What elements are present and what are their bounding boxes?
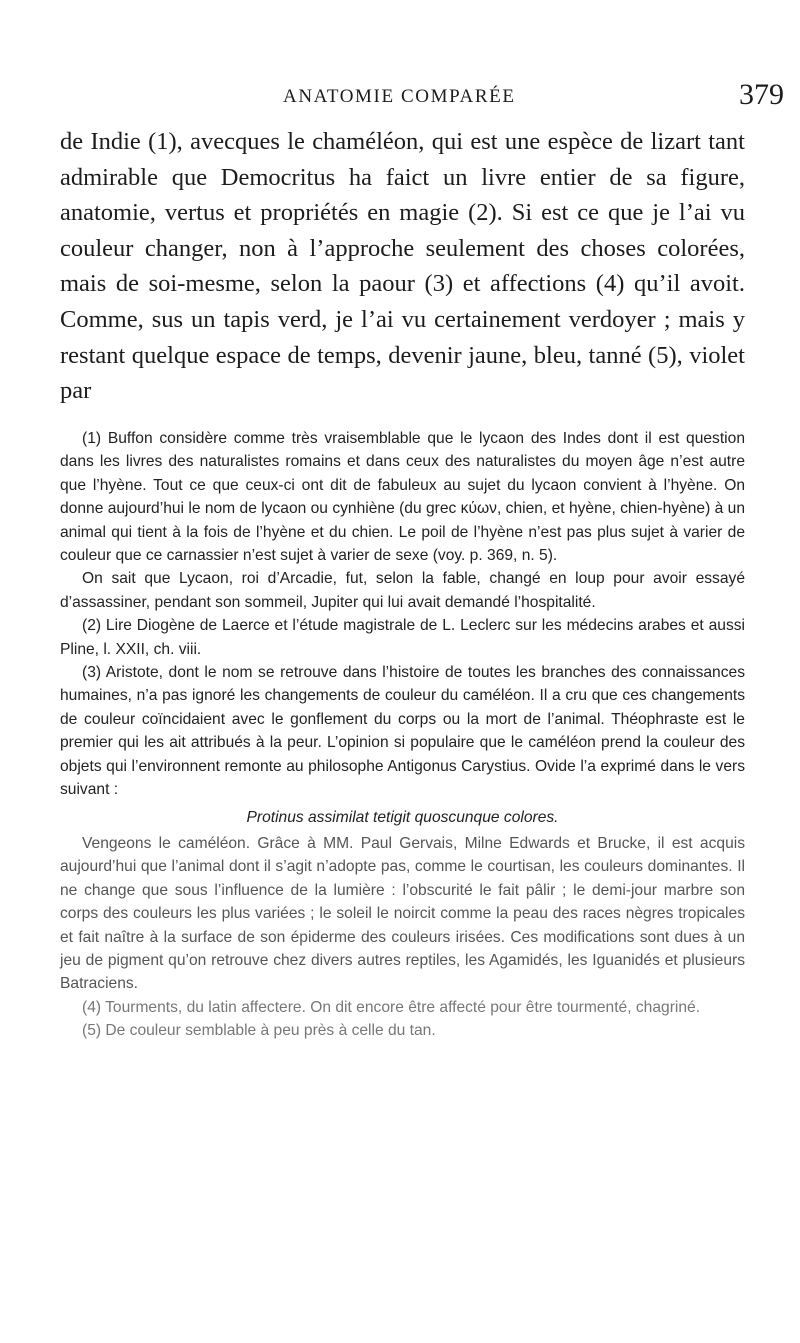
footnotes-block: [60, 427, 745, 1043]
page-header: [0, 78, 800, 118]
footnote-2: (2) Lire Diogène de Laerce et l’étude magistrale de L. Leclerc sur les médecins arabes et aussi Pline, l. XXII, ch. viii.: [60, 617, 745, 658]
running-title: ANATOMIE COMPARÉE: [283, 86, 516, 107]
main-text-block: [60, 124, 745, 409]
footnote-1: (1) Buffon considère comme très vraisemblable que le lycaon des Indes dont il est question dans les livres des naturalistes romains et dans ceux des naturalistes du moyen âge n’est autre que l’hyène. Tout ce que ceux-ci ont dit de fabuleux au sujet du lycaon convient à l’hyène. On donne aujourd’hui le nom de lycaon ou cynhiène (du grec κύων, chien, et hyène, chien-hyène) à un animal qui tient à la fois de l’hyène et du chien. Le poil de l’hyène n’est pas plus sujet à varier de couleur que ce carnassier n’est sujet à varier de sexe (voy. p. 369, n. 5).: [60, 430, 745, 565]
footnote-4: (4) Tourments, du latin affectere. On dit encore être affecté pour être tourmenté, chagriné.: [82, 998, 701, 1016]
footnote-3-continuation: Vengeons le caméléon. Grâce à MM. Paul Gervais, Milne Edwards et Brucke, il est acquis aujourd’hui que l’animal dont il s’agit n’adopte pas, comme le courtisan, les couleurs dominantes. Il ne change que sous l’influence de la lumière : l’obscurité le fait pâlir ; le demi-jour marbre son corps des couleurs les plus variées ; le soleil le noircit comme la peau des races nègres tropicales et fait naître à la surface de son épiderme des couleurs irisées. Ces modifications sont dues à un jeu de pigment qu’on retrouve chez divers autres reptiles, les Agamidés, les Iguanidés et plusieurs Batraciens.: [60, 834, 745, 993]
footnote-5: (5) De couleur semblable à peu près à celle du tan.: [82, 1022, 436, 1040]
main-paragraph: de Indie (1), avecques le chaméléon, qui est une espèce de lizart tant admirable que Democritus ha faict un livre entier de sa figure, anatomie, vertus et propriétés en magie (2). Si est ce que je l’ai vu couleur changer, non à l’approche seulement des choses colorées, mais de soi-mesme, selon la paour (3) et affections (4) qu’il avoit. Comme, sus un tapis verd, je l’ai vu certainement verdoyer ; mais y restant quelque espace de temps, devenir jaune, bleu, tanné (5), violet par: [60, 128, 745, 405]
footnote-3-verse: Protinus assimilat tetigit quoscunque colores.: [246, 808, 559, 826]
footnote-3: (3) Aristote, dont le nom se retrouve dans l’histoire de toutes les branches des connaissances humaines, n’a pas ignoré les changements de couleur du caméléon. Il a cru que ces changements de couleur coïncidaient avec le gonflement du corps ou la mort de l’animal. Théophraste est le premier qui les ait attribués à la peur. L’opinion si populaire que le caméléon prend la couleur des objets qui l’environnent remonte au philosophe Antigonus Carystius. Ovide l’a exprimé dans le vers suivant :: [60, 664, 745, 799]
footnote-1-continuation: On sait que Lycaon, roi d’Arcadie, fut, selon la fable, changé en loup pour avoir essayé d’assassiner, pendant son sommeil, Jupiter qui lui avait demandé l’hospitalité.: [60, 570, 745, 611]
page-number: 379: [739, 78, 784, 111]
